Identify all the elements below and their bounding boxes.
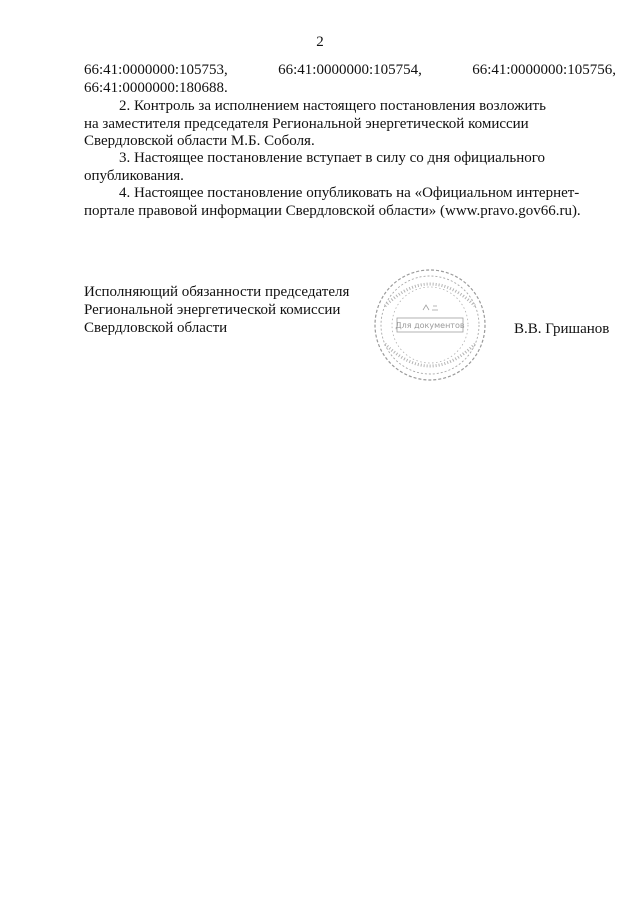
cadastral-number: 66:41:0000000:105756, — [472, 62, 616, 78]
stamp-text: Для документов — [395, 321, 465, 330]
paragraph-effective-date — [84, 150, 616, 185]
signer-position — [84, 283, 384, 337]
paragraph-line: портале правовой информации Свердловской области» (www.pravo.gov66.ru). — [84, 202, 581, 219]
paragraph-line: 2. Контроль за исполнением настоящего постановления возложить — [119, 98, 546, 114]
signer-position-line: Свердловской области — [84, 320, 228, 336]
cadastral-number: 66:41:0000000:105754, — [278, 62, 422, 78]
page-number: 2 — [316, 34, 324, 50]
cadastral-list — [84, 62, 616, 80]
official-seal-stamp — [371, 266, 489, 384]
paragraph-line: на заместителя председателя Региональной энергетической комиссии — [84, 115, 529, 132]
paragraph-line: 3. Настоящее постановление вступает в силу со дня официального — [119, 150, 546, 166]
cadastral-number: 66:41:0000000:105753, — [84, 62, 228, 78]
paragraph-control — [84, 98, 616, 151]
signer-position-line: Региональной энергетической комиссии — [84, 302, 341, 318]
paragraph-line: опубликования. — [84, 167, 184, 184]
paragraph-line: Свердловской области М.Б. Соболя. — [84, 133, 315, 149]
cadastral-last: 66:41:0000000:180688. — [84, 80, 228, 96]
paragraph-line: 4. Настоящее постановление опубликовать на «Официальном интернет- — [119, 185, 580, 201]
signer-position-line: Исполняющий обязанности председателя — [84, 284, 350, 300]
paragraph-publication — [84, 185, 616, 220]
signer-name: В.В. Гришанов — [514, 321, 610, 337]
